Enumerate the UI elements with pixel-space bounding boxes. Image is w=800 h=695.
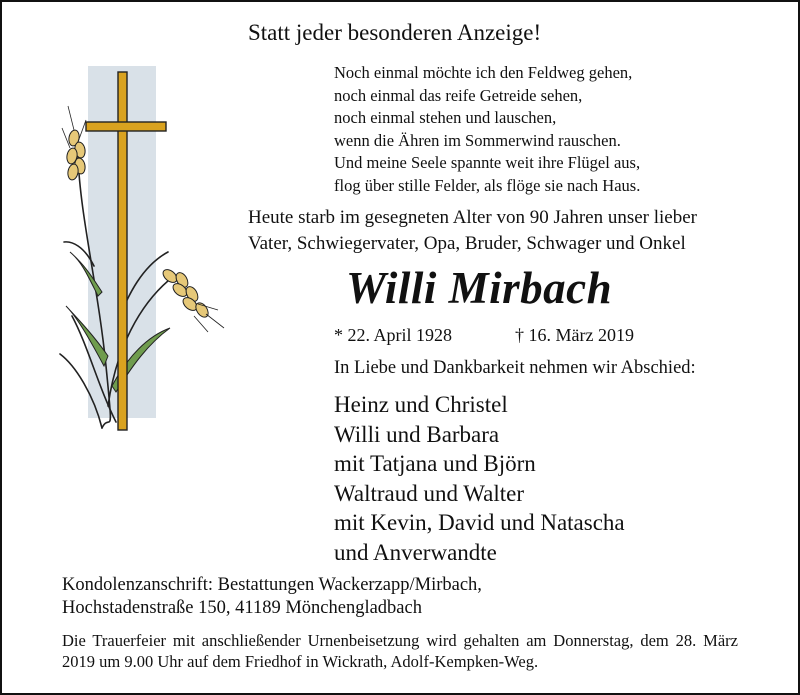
deceased-name: Willi Mirbach <box>346 263 613 313</box>
intro-line: Vater, Schwiegervater, Opa, Bruder, Schwager und Onkel <box>248 233 686 254</box>
intro-line: Heute starb im gesegneten Alter von 90 Jahren unser lieber <box>248 207 697 228</box>
condolence-line: Kondolenzanschrift: Bestattungen Wackerzapp/Mirbach, <box>62 575 482 595</box>
poem-line: Noch einmal möchte ich den Feldweg gehen, <box>334 63 633 82</box>
condolence-address <box>62 574 482 619</box>
family-member: Waltraud und Walter <box>334 480 525 506</box>
intro <box>248 205 697 257</box>
family-member: mit Tatjana und Björn <box>334 451 536 477</box>
birth-date: * 22. April 1928 <box>334 325 453 345</box>
family-member: Heinz und Christel <box>334 392 508 417</box>
family-member: Willi und Barbara <box>334 421 500 447</box>
farewell-line: In Liebe und Dankbarkeit nehmen wir Abschied: <box>334 358 696 378</box>
poem-line: wenn die Ähren im Sommerwind rauschen. <box>334 130 621 150</box>
death-date: † 16. März 2019 <box>515 325 634 345</box>
cross-with-wheat-icon <box>58 66 230 432</box>
poem-line: noch einmal das reife Getreide sehen, <box>334 85 583 105</box>
family-member: mit Kevin, David und Natascha <box>334 510 625 536</box>
poem-line: flog über stille Felder, als flöge sie nach Haus. <box>334 175 641 195</box>
headline: Statt jeder besonderen Anzeige! <box>248 20 542 45</box>
service-info: Die Trauerfeier mit anschließender Urnenbeisetzung wird gehalten am Donnerstag, dem 28. März 2019 um 9.00 Uhr auf dem Friedhof in Wickrath, Adolf-Kempken-Weg. <box>62 631 738 671</box>
condolence-line: Hochstadenstraße 150, 41189 Mönchengladbach <box>62 597 422 618</box>
poem <box>334 62 640 198</box>
family-member: und Anverwandte <box>334 539 497 565</box>
family-list <box>334 390 625 568</box>
poem-line: Und meine Seele spannte weit ihre Flügel aus, <box>334 153 641 173</box>
poem-line: noch einmal stehen und lauschen, <box>334 108 557 128</box>
